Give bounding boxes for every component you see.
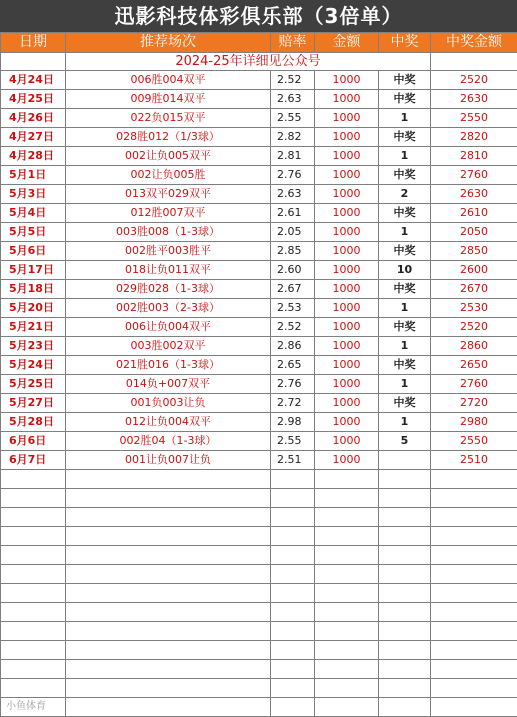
empty-cell (379, 679, 431, 698)
empty-row (1, 546, 517, 565)
result-cell: 1 (379, 109, 431, 128)
prize-cell: 2820 (431, 128, 517, 147)
result-cell: 中奖 (379, 280, 431, 299)
empty-cell (379, 546, 431, 565)
empty-cell (315, 622, 379, 641)
date-cell: 5月23日 (1, 337, 66, 356)
prize-cell: 2670 (431, 280, 517, 299)
amount-cell: 1000 (315, 242, 379, 261)
prize-cell: 2650 (431, 356, 517, 375)
prize-cell: 2630 (431, 90, 517, 109)
empty-cell (66, 584, 271, 603)
empty-cell (66, 546, 271, 565)
empty-cell (271, 660, 315, 679)
odds-cell: 2.82 (271, 128, 315, 147)
result-cell: 10 (379, 261, 431, 280)
odds-cell: 2.61 (271, 204, 315, 223)
empty-cell (271, 641, 315, 660)
header-prize: 中奖金额 (431, 33, 517, 53)
amount-cell: 1000 (315, 109, 379, 128)
header-odds: 赔率 (271, 33, 315, 53)
empty-cell (1, 603, 66, 622)
odds-cell: 2.60 (271, 261, 315, 280)
date-cell: 5月4日 (1, 204, 66, 223)
table-row (1, 299, 517, 318)
match-cell: 002让负005双平 (66, 147, 271, 166)
header-row (1, 33, 517, 53)
empty-cell (271, 508, 315, 527)
prize-cell: 2860 (431, 337, 517, 356)
empty-cell (1, 489, 66, 508)
match-cell: 013双平029双平 (66, 185, 271, 204)
match-cell: 002胜平003胜平 (66, 242, 271, 261)
table-row (1, 90, 517, 109)
date-cell: 4月28日 (1, 147, 66, 166)
empty-cell (66, 641, 271, 660)
date-cell: 6月6日 (1, 432, 66, 451)
result-cell: 中奖 (379, 318, 431, 337)
table-row (1, 451, 517, 470)
empty-cell (431, 470, 517, 489)
amount-cell: 1000 (315, 204, 379, 223)
prize-cell: 2980 (431, 413, 517, 432)
prize-cell: 2520 (431, 318, 517, 337)
amount-cell: 1000 (315, 128, 379, 147)
odds-cell: 2.85 (271, 242, 315, 261)
empty-cell (66, 470, 271, 489)
results-table (0, 32, 517, 717)
empty-cell (66, 489, 271, 508)
result-cell: 1 (379, 223, 431, 242)
match-cell: 002胜04（1-3球） (66, 432, 271, 451)
result-cell: 中奖 (379, 204, 431, 223)
empty-cell (315, 508, 379, 527)
prize-cell: 2610 (431, 204, 517, 223)
match-cell: 002让负005胜 (66, 166, 271, 185)
odds-cell: 2.65 (271, 356, 315, 375)
result-cell: 中奖 (379, 166, 431, 185)
table-row (1, 337, 517, 356)
empty-row (1, 679, 517, 698)
odds-cell: 2.98 (271, 413, 315, 432)
match-cell: 001负003让负 (66, 394, 271, 413)
header-amount: 金额 (315, 33, 379, 53)
empty-cell (271, 584, 315, 603)
odds-cell: 2.67 (271, 280, 315, 299)
table-row (1, 223, 517, 242)
result-cell: 1 (379, 147, 431, 166)
header-date: 日期 (1, 33, 66, 53)
empty-cell (66, 679, 271, 698)
empty-row (1, 527, 517, 546)
result-cell: 2 (379, 185, 431, 204)
empty-cell (66, 660, 271, 679)
prize-cell: 2550 (431, 432, 517, 451)
table-row (1, 394, 517, 413)
empty-cell (1, 584, 66, 603)
result-cell: 1 (379, 299, 431, 318)
result-cell: 中奖 (379, 356, 431, 375)
amount-cell: 1000 (315, 356, 379, 375)
empty-row (1, 603, 517, 622)
empty-cell (315, 565, 379, 584)
amount-cell: 1000 (315, 223, 379, 242)
subtitle-row (1, 53, 517, 71)
amount-cell: 1000 (315, 90, 379, 109)
prize-cell: 2760 (431, 166, 517, 185)
empty-row (1, 660, 517, 679)
date-cell: 4月26日 (1, 109, 66, 128)
page-title: 迅影科技体彩俱乐部（3倍单） (0, 0, 517, 32)
empty-row (1, 641, 517, 660)
empty-cell (271, 546, 315, 565)
empty-cell (431, 546, 517, 565)
odds-cell: 2.55 (271, 109, 315, 128)
amount-cell: 1000 (315, 71, 379, 90)
empty-cell (315, 660, 379, 679)
odds-cell: 2.63 (271, 90, 315, 109)
amount-cell: 1000 (315, 413, 379, 432)
empty-cell (431, 660, 517, 679)
odds-cell: 2.72 (271, 394, 315, 413)
result-cell: 1 (379, 413, 431, 432)
empty-row (1, 622, 517, 641)
table-row (1, 318, 517, 337)
prize-cell: 2810 (431, 147, 517, 166)
amount-cell: 1000 (315, 375, 379, 394)
empty-cell (66, 603, 271, 622)
empty-cell (271, 603, 315, 622)
amount-cell: 1000 (315, 299, 379, 318)
empty-cell (315, 470, 379, 489)
empty-cell (1, 565, 66, 584)
odds-cell: 2.53 (271, 299, 315, 318)
subtitle-spacer (1, 53, 66, 71)
empty-row (1, 584, 517, 603)
empty-cell (271, 527, 315, 546)
watermark: 小鱼体育 (6, 697, 46, 712)
empty-cell (379, 489, 431, 508)
empty-cell (271, 622, 315, 641)
empty-cell (431, 603, 517, 622)
table-row (1, 356, 517, 375)
match-cell: 021胜016（1-3球） (66, 356, 271, 375)
prize-cell: 2720 (431, 394, 517, 413)
empty-cell (66, 527, 271, 546)
empty-cell (315, 527, 379, 546)
result-cell: 1 (379, 337, 431, 356)
odds-cell: 2.05 (271, 223, 315, 242)
match-cell: 012胜007双平 (66, 204, 271, 223)
empty-cell (315, 603, 379, 622)
match-cell: 003胜002双平 (66, 337, 271, 356)
empty-cell (379, 603, 431, 622)
empty-cell (271, 679, 315, 698)
amount-cell: 1000 (315, 394, 379, 413)
amount-cell: 1000 (315, 185, 379, 204)
empty-cell (315, 546, 379, 565)
odds-cell: 2.76 (271, 166, 315, 185)
subtitle: 2024-25年详细见公众号 (66, 53, 431, 71)
table-row (1, 147, 517, 166)
amount-cell: 1000 (315, 147, 379, 166)
amount-cell: 1000 (315, 261, 379, 280)
empty-cell (315, 641, 379, 660)
empty-cell (379, 622, 431, 641)
empty-cell (1, 527, 66, 546)
empty-cell (431, 679, 517, 698)
empty-cell (1, 546, 66, 565)
date-cell: 5月27日 (1, 394, 66, 413)
empty-cell (431, 622, 517, 641)
header-match: 推荐场次 (66, 33, 271, 53)
empty-row (1, 489, 517, 508)
amount-cell: 1000 (315, 318, 379, 337)
empty-cell (315, 679, 379, 698)
match-cell: 022负015双平 (66, 109, 271, 128)
amount-cell: 1000 (315, 451, 379, 470)
match-cell: 018让负011双平 (66, 261, 271, 280)
amount-cell: 1000 (315, 280, 379, 299)
match-cell: 002胜003（2-3球） (66, 299, 271, 318)
empty-cell (431, 584, 517, 603)
result-cell: 中奖 (379, 90, 431, 109)
prize-cell: 2760 (431, 375, 517, 394)
date-cell: 5月21日 (1, 318, 66, 337)
empty-cell (1, 622, 66, 641)
result-cell: 中奖 (379, 394, 431, 413)
date-cell: 5月25日 (1, 375, 66, 394)
table-row (1, 71, 517, 90)
table-row (1, 242, 517, 261)
date-cell: 4月25日 (1, 90, 66, 109)
empty-cell (271, 470, 315, 489)
prize-cell: 2520 (431, 71, 517, 90)
match-cell: 003胜008（1-3球） (66, 223, 271, 242)
empty-cell (431, 489, 517, 508)
date-cell: 4月27日 (1, 128, 66, 147)
subtitle-spacer-right (431, 53, 517, 71)
date-cell: 5月3日 (1, 185, 66, 204)
date-cell: 5月17日 (1, 261, 66, 280)
date-cell: 5月6日 (1, 242, 66, 261)
date-cell: 5月18日 (1, 280, 66, 299)
empty-cell (315, 489, 379, 508)
empty-cell (379, 470, 431, 489)
odds-cell: 2.81 (271, 147, 315, 166)
table-row (1, 128, 517, 147)
table-row (1, 375, 517, 394)
result-cell: 中奖 (379, 71, 431, 90)
table-row (1, 166, 517, 185)
empty-cell (66, 508, 271, 527)
empty-cell (271, 565, 315, 584)
table-row (1, 261, 517, 280)
odds-cell: 2.76 (271, 375, 315, 394)
date-cell: 5月28日 (1, 413, 66, 432)
empty-row (1, 565, 517, 584)
prize-cell: 2050 (431, 223, 517, 242)
odds-cell: 2.51 (271, 451, 315, 470)
empty-cell (379, 565, 431, 584)
empty-cell (1, 470, 66, 489)
empty-cell (315, 584, 379, 603)
odds-cell: 2.55 (271, 432, 315, 451)
match-cell: 029胜028（1-3球） (66, 280, 271, 299)
empty-cell (379, 641, 431, 660)
odds-cell: 2.86 (271, 337, 315, 356)
header-result: 中奖 (379, 33, 431, 53)
result-cell: 中奖 (379, 242, 431, 261)
prize-cell: 2630 (431, 185, 517, 204)
empty-cell (379, 527, 431, 546)
date-cell: 5月24日 (1, 356, 66, 375)
match-cell: 012让负004双平 (66, 413, 271, 432)
match-cell: 006让负004双平 (66, 318, 271, 337)
match-cell: 001让负007让负 (66, 451, 271, 470)
empty-cell (431, 565, 517, 584)
empty-cell (379, 508, 431, 527)
empty-cell (66, 622, 271, 641)
date-cell: 6月7日 (1, 451, 66, 470)
table-row (1, 204, 517, 223)
odds-cell: 2.52 (271, 71, 315, 90)
prize-cell: 2530 (431, 299, 517, 318)
empty-cell (379, 584, 431, 603)
empty-cell (271, 489, 315, 508)
table-row (1, 185, 517, 204)
empty-cell (1, 508, 66, 527)
match-cell: 006胜004双平 (66, 71, 271, 90)
match-cell: 028胜012（1/3球） (66, 128, 271, 147)
empty-cell (66, 565, 271, 584)
prize-cell: 2510 (431, 451, 517, 470)
empty-cell (1, 660, 66, 679)
odds-cell: 2.52 (271, 318, 315, 337)
prize-cell: 2850 (431, 242, 517, 261)
empty-row (1, 508, 517, 527)
empty-cell (1, 641, 66, 660)
table-row (1, 280, 517, 299)
date-cell: 5月1日 (1, 166, 66, 185)
empty-cell (431, 527, 517, 546)
date-cell: 4月24日 (1, 71, 66, 90)
match-cell: 014负+007双平 (66, 375, 271, 394)
empty-cell (431, 508, 517, 527)
prize-cell: 2600 (431, 261, 517, 280)
amount-cell: 1000 (315, 166, 379, 185)
amount-cell: 1000 (315, 432, 379, 451)
result-cell: 5 (379, 432, 431, 451)
date-cell: 5月5日 (1, 223, 66, 242)
empty-row (1, 470, 517, 489)
result-cell (379, 451, 431, 470)
result-cell: 1 (379, 375, 431, 394)
prize-cell: 2550 (431, 109, 517, 128)
table-row (1, 413, 517, 432)
result-cell: 中奖 (379, 128, 431, 147)
date-cell: 5月20日 (1, 299, 66, 318)
empty-cell (431, 641, 517, 660)
empty-cell (1, 679, 66, 698)
table-row (1, 109, 517, 128)
odds-cell: 2.63 (271, 185, 315, 204)
table-row (1, 432, 517, 451)
match-cell: 009胜014双平 (66, 90, 271, 109)
empty-cell (379, 660, 431, 679)
amount-cell: 1000 (315, 337, 379, 356)
